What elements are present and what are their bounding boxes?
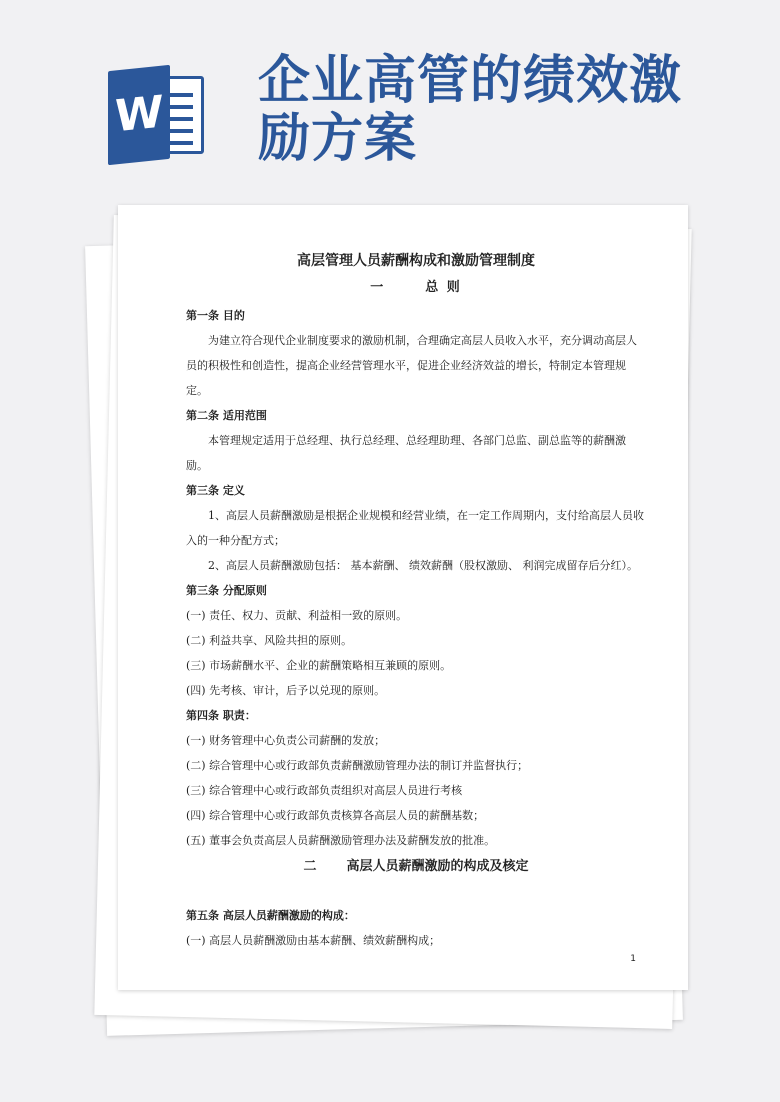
list-item: (四) 综合管理中心或行政部负责核算各高层人员的薪酬基数； xyxy=(186,809,485,822)
document-content xyxy=(186,249,646,953)
chapter-1-number: 一 xyxy=(370,280,386,295)
list-item: (一) 责任、权力、贡献、利益相一致的原则。 xyxy=(186,609,408,622)
list-item: (一) 高层人员薪酬激励由基本薪酬、绩效薪酬构成； xyxy=(186,934,441,947)
article-2-heading: 第二条 适用范围 xyxy=(186,409,267,422)
page-number: 1 xyxy=(630,954,636,964)
article-3-text-1: 1、高层人员薪酬激励是根据企业规模和经营业绩，在一定工作周期内，支付给高层人员收入的一种分配方式； xyxy=(186,509,644,547)
page-title xyxy=(258,52,758,168)
chapter-2-number: 二 xyxy=(303,859,317,874)
list-item: (五) 董事会负责高层人员薪酬激励管理办法及薪酬发放的批准。 xyxy=(186,834,496,847)
word-letter-icon: W xyxy=(108,65,170,166)
chapter-2-title: 高层人员薪酬激励的构成及核定 xyxy=(346,859,529,874)
chapter-1-heading xyxy=(186,277,646,299)
article-1-heading: 第一条 目的 xyxy=(186,309,245,322)
article-5-heading: 第五条 高层人员薪酬激励的构成： xyxy=(186,909,355,922)
list-item: (三) 市场薪酬水平、企业的薪酬策略相互兼顾的原则。 xyxy=(186,659,452,672)
list-item: (四) 先考核、审计，后予以兑现的原则。 xyxy=(186,684,386,697)
list-item: (二) 综合管理中心或行政部负责薪酬激励管理办法的制订并监督执行； xyxy=(186,759,529,772)
list-item: (一) 财务管理中心负责公司薪酬的发放； xyxy=(186,734,386,747)
article-4-heading: 第四条 职责： xyxy=(186,709,256,722)
list-item: (三) 综合管理中心或行政部负责组织对高层人员进行考核 xyxy=(186,784,463,797)
document-title: 高层管理人员薪酬构成和激励管理制度 xyxy=(297,253,535,269)
article-3b-heading: 第三条 分配原则 xyxy=(186,584,267,597)
article-2-text: 本管理规定适用于总经理、执行总经理、总经理助理、各部门总监、副总监等的薪酬激励。 xyxy=(186,434,626,472)
word-logo xyxy=(108,68,208,162)
title-line-2: 励方案 xyxy=(258,109,418,169)
document-page xyxy=(118,205,688,990)
title-line-1: 企业高管的绩效激 xyxy=(258,51,683,111)
article-3-heading: 第三条 定义 xyxy=(186,484,245,497)
article-3-text-2: 2、高层人员薪酬激励包括： 基本薪酬、 绩效薪酬（股权激励、 利润完成留存后分红）。 xyxy=(208,559,638,572)
chapter-1-title: 总 则 xyxy=(425,280,462,295)
chapter-2-heading xyxy=(186,855,646,879)
list-item: (二) 利益共享、风险共担的原则。 xyxy=(186,634,353,647)
article-1-text: 为建立符合现代企业制度要求的激励机制，合理确定高层人员收入水平，充分调动高层人员的积极性和创造性，提高企业经营管理水平，促进企业经济效益的增长，特制定本管理规定。 xyxy=(186,334,637,397)
